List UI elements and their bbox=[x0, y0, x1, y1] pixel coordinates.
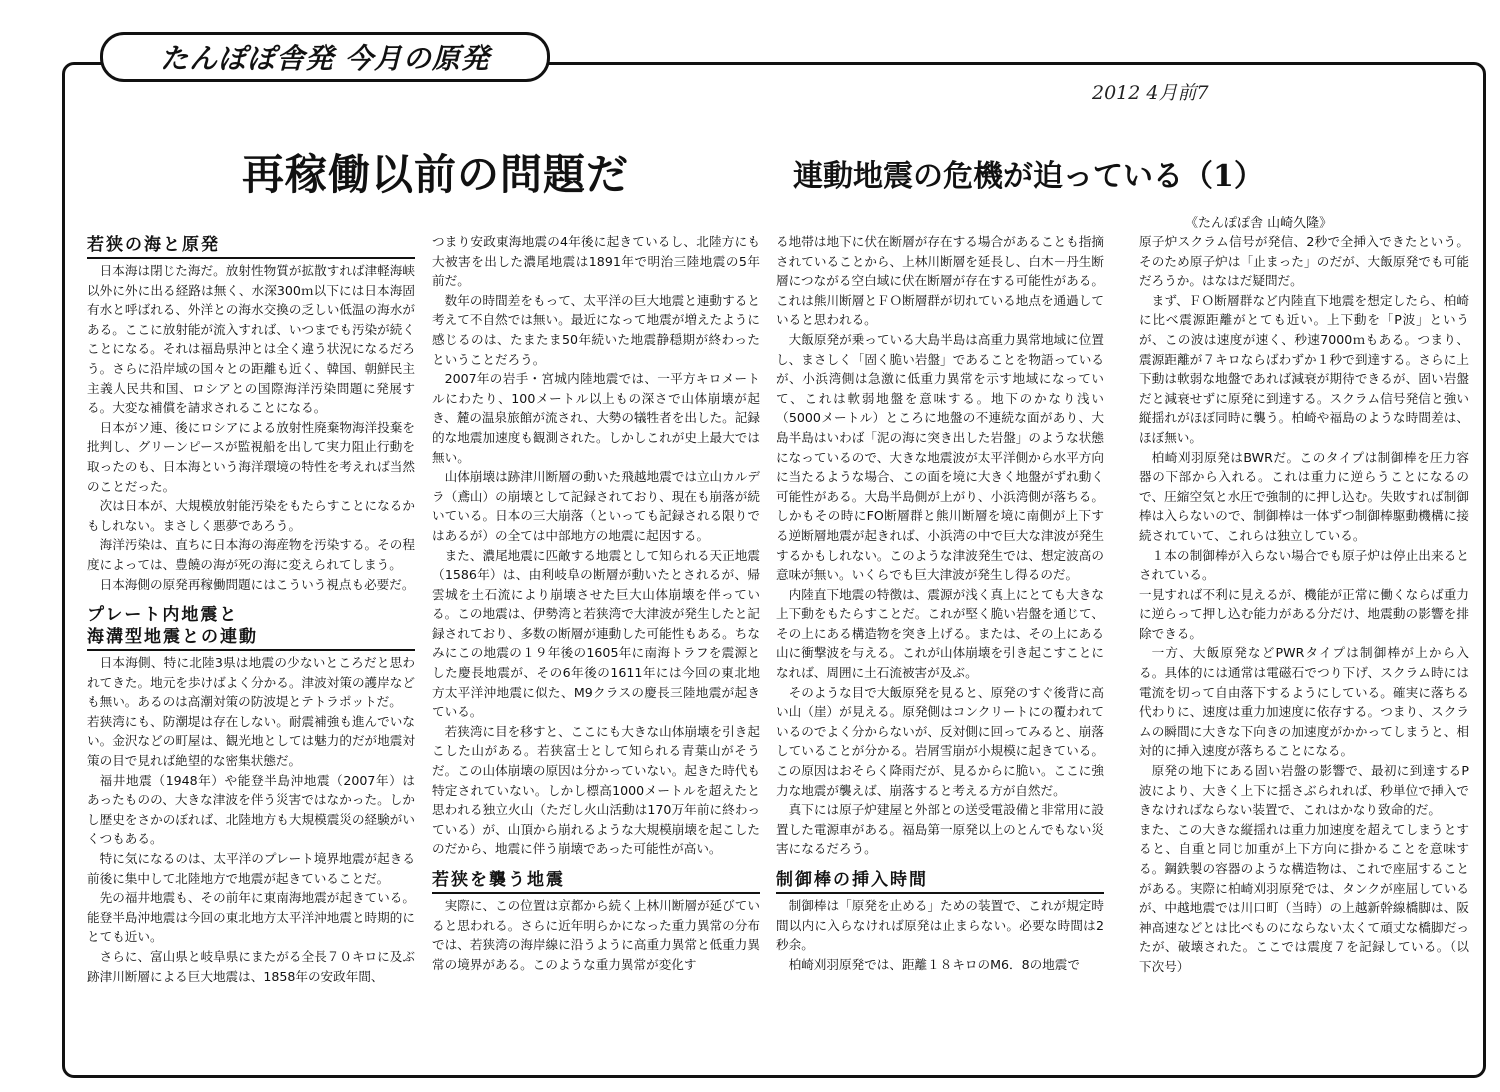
paragraph: さらに、富山県と岐阜県にまたがる全長７０キロに及ぶ跡津川断層による巨大地震は、1858年の安政年間、 bbox=[87, 949, 415, 984]
section-heading: 若狭を襲う地震 bbox=[432, 869, 760, 894]
paragraph: 若狭湾にも、防潮堤は存在しない。耐震補強も進んでいない。金沢などの町屋は、観光地としては魅力的だが地震対策の目で見れば絶望的な密集状態だ。 bbox=[87, 713, 415, 769]
section-heading: 制御棒の挿入時間 bbox=[776, 869, 1104, 894]
paragraph: 海洋汚染は、直ちに日本海の海産物を汚染する。その程度によっては、豊饒の海が死の海に変えられてしまう。 bbox=[87, 537, 415, 572]
paragraph: 福井地震（1948年）や能登半島沖地震（2007年）はあったものの、大きな津波を伴う災害ではなかった。しかし歴史をさかのぼれば、北陸地方も大規模震災の経験がいくつもある。 bbox=[87, 772, 415, 847]
paragraph: 原発の地下にある固い岩盤の影響で、最初に到達するP波により、大きく上下に揺さぶられれば、秒単位で挿入できなければならない装置で、これはかなり致命的だ。 bbox=[1139, 763, 1469, 818]
paragraph: 先の福井地震も、その前年に東南海地震が起きている。能登半島沖地震は今回の東北地方太平洋沖地震と時期的にとても近い。 bbox=[87, 890, 415, 945]
paragraph: そのような目で大飯原発を見ると、原発のすぐ後背に高い山（崖）が見える。原発側はコンクリートにの覆われているのでよく分からないが、反対側に回ってみると、崩落していることが分かる。岩屑雪崩が小規模に起きている。この原因はおそらく降雨だが、見るからに脆い。ここに強力な地震が襲えば、崩落すると考える方が自然だ。 bbox=[776, 684, 1104, 798]
column-2 bbox=[432, 232, 760, 1062]
paragraph: 数年の時間差をもって、太平洋の巨大地震と連動すると考えて不自然では無い。最近になって地震が増えたように感じるのは、たまたま50年続いた地震静穏期が終わったということだろう。 bbox=[432, 292, 760, 367]
paragraph: 一見すれば不利に見えるが、機能が正常に働くならば重力に逆らって押し込む能力がある分だけ、地震動の影響を排除できる。 bbox=[1139, 586, 1469, 641]
column-3 bbox=[776, 232, 1104, 1062]
paragraph: １本の制御棒が入らない場合でも原子炉は停止出来るとされている。 bbox=[1139, 547, 1469, 583]
paragraph: 柏崎刈羽原発はBWRだ。このタイプは制御棒を圧力容器の下部から入れる。これは重力に逆らうことになるので、圧縮空気と水圧で強制的に押し込む。失敗すれば制御棒は入らないので、制御棒は一体ずつ制御棒駆動機構に接続されていて、これらは独立している。 bbox=[1139, 449, 1469, 543]
handwritten-date-note: 2012 4月前7 bbox=[1092, 82, 1209, 104]
paragraph: 2007年の岩手・宮城内陸地震では、一平方キロメートルにわたり、100メートル以上もの深さで山体崩壊が起き、麓の温泉旅館が流され、大勢の犠牲者を出した。記録的な地震加速度も観測された。しかしこれが史上最大では無い。 bbox=[432, 371, 760, 465]
section-heading bbox=[87, 604, 415, 651]
paragraph: 制御棒は「原発を止める」ための装置で、これが規定時間以内に入らなければ原発は止まらない。必要な時間は2秒余。 bbox=[776, 898, 1104, 953]
paragraph: 大飯原発が乗っている大島半島は高重力異常地域に位置し、まさしく「固く脆い岩盤」であることを物語っているが、小浜湾側は急激に低重力異常を示す地域になっていて、これは軟弱地盤を意味する。地下のかなり浅い（5000メートル）ところに地盤の不連続な面があり、大島半島はいわば「泥の海に突き出した岩盤」のような状態になっているので、大きな地震波が太平洋側から水平方向に当たるような場合、この面を境に大きく地盤がずれ動く可能性がある。大島半島側が上がり、小浜湾側が落ちる。しかもその時にFO断層群と熊川断層を境に南側が上下する逆断層地震が起きれば、小浜湾の中で巨大な津波が発生するかもしれない。このような津波発生では、想定波高の意味が無い。いくらでも巨大津波が発生し得るのだ。 bbox=[776, 331, 1104, 583]
paragraph: また、濃尾地震に匹敵する地震として知られる天正地震（1586年）は、由利岐阜の断層が動いたとされるが、帰雲城を土石流により崩壊させた巨大山体崩壊を伴っている。この地震は、伊勢湾と若狭湾で大津波が発生したと記録されており、多数の断層が連動した可能性もある。ちなみにこの地震の１９年後の1605年に南海トラフを震源とした慶長地震が、その6年後の1611年には今回の東北地方太平洋沖地震に似た、M9クラスの慶長三陸地震が起きている。 bbox=[432, 547, 760, 720]
paragraph: つまり安政東海地震の4年後に起きているし、北陸方にも大被害を出した濃尾地震は1891年で明治三陸地震の5年前だ。 bbox=[432, 234, 760, 289]
paragraph: 実際に、この位置は京都から続く上林川断層が延びていると思われる。さらに近年明らかになった重力異常の分布では、若狭湾の海岸線に沿うように高重力異常と低重力異常の境界がある。このような重力異常が変化す bbox=[432, 898, 760, 972]
section-heading-line: プレート内地震と bbox=[87, 605, 239, 626]
paragraph: 山体崩壊は跡津川断層の動いた飛越地震では立山カルデラ（鳶山）の崩壊として記録されており、現在も崩落が続いている。日本の三大崩落（といっても記録される限りではあるが）の全ては中部地方の地震に起因する。 bbox=[432, 469, 760, 543]
paragraph: 内陸直下地震の特徴は、震源が浅く真上にとても大きな上下動をもたらすことだ。これが堅く脆い岩盤を通じて、その上にある構造物を突き上げる。または、その上にある山に衝撃波を与える。これが山体崩壊を引き起こすことになれば、周囲に土石流被害が及ぶ。 bbox=[776, 586, 1104, 681]
headline: 再稼働以前の問題だ bbox=[242, 150, 630, 199]
column-4 bbox=[1139, 232, 1469, 1062]
paragraph: 日本がソ連、後にロシアによる放射性廃棄物海洋投棄を批判し、グリーンピースが監視船を出して実力阻止行動を取ったのも、日本海という海洋環境の特性を考えれば当然のことだった。 bbox=[87, 419, 415, 494]
paragraph: 日本海は閉じた海だ。放射性物質が拡散すれば津軽海峡以外に外に出る経路は無く、水深300ｍ以下には日本海固有水と呼ばれる、外洋との海水交換の乏しい低温の海水がある。ここに放射能が流入すれば、いつまでも汚染が続くことになる。それは福島県沖とは全く違う状況になるだろう。さらに沿岸域の国々との距離も近く、韓国、朝鮮民主主義人民共和国、ロシアとの国際海洋汚染問題に発展する。大変な補償を請求されることになる。 bbox=[87, 263, 415, 416]
byline: 《たんぽぽ舎 山崎久隆》 bbox=[1185, 216, 1333, 231]
paragraph: 柏崎刈羽原発では、距離１８キロのM6．8の地震で bbox=[788, 956, 1080, 972]
subheadline: 連動地震の危機が迫っている（1） bbox=[793, 159, 1264, 194]
paragraph: まず、ＦＯ断層群など内陸直下地震を想定したら、柏崎に比べ震源距離がとても近い。上下動を「P波」というが、この波は速度が速く、秒速7000ｍもある。つまり、震源距離が７キロならばわずか１秒で到達する。さらに上下動は軟弱な地盤であれば減衰が期待できるが、固い岩盤だと減衰せずに原発に到達する。スクラム信号発信と強い縦揺れがほぼ同時に襲う。柏崎や福島のような時間差は、ほぼ無い。 bbox=[1139, 292, 1469, 445]
section-heading: 若狭の海と原発 bbox=[87, 234, 415, 259]
paragraph: 日本海側、特に北陸3県は地震の少ないところだと思われてきた。地元を歩けばよく分かる。津波対策の護岸なども無い。あるのは高潮対策の防波堤とテトラポットだ。 bbox=[87, 655, 415, 710]
paragraph: また、この大きな縦揺れは重力加速度を超えてしまうとすると、自重と同じ加重が上下方向に掛かることを意味する。鋼鉄製の容器のような構造物は、これで座屈することがある。実際に柏崎刈羽原発では、タンクが座屈しているが、中越地震では川口町（当時）の上越新幹線橋脚は、阪神高速などとは比べものにならない太くて頑丈な橋脚だったが、破壊された。ここでは震度７を記録している。（以下次号） bbox=[1139, 821, 1469, 974]
paragraph: 次は日本が、大規模放射能汚染をもたらすことになるかもしれない。まさしく悪夢であろう。 bbox=[87, 498, 415, 533]
paragraph: 原子炉スクラム信号が発信、2秒で全挿入できたという。そのため原子炉は「止まった」のだが、大飯原発でも可能だろうか。はなはだ疑問だ。 bbox=[1139, 234, 1469, 289]
section-heading-line: 海溝型地震との連動 bbox=[87, 627, 258, 648]
paragraph: 日本海側の原発再稼働問題にはこういう視点も必要だ。 bbox=[99, 576, 415, 592]
paragraph: る地帯は地下に伏在断層が存在する場合があることも指摘されていることから、上林川断層を延長し、白木－丹生断層につながる空白域に伏在断層が存在する可能性がある。これは熊川断層とＦＯ断層群が切れている地点を通過していると思われる。 bbox=[776, 234, 1104, 328]
paragraph: 若狭湾に目を移すと、ここにも大きな山体崩壊を引き起こした山がある。若狭富士として知られる青葉山がそうだ。この山体崩壊の原因は分かっていない。起きた時代も特定されていない。しかし標高1000メートルを超えたと思われる独立火山（ただし火山活動は170万年前に終わっている）が、山頂から崩れるような大規模崩壊を起こしたのだから、地震に伴う崩壊であった可能性が高い。 bbox=[432, 723, 760, 857]
column-1 bbox=[87, 234, 415, 1064]
paragraph: 一方、大飯原発などPWRタイプは制御棒が上から入る。具体的には通常は電磁石でつり下げ、スクラム時には電流を切って自由落下するようにしている。確実に落ちる代わりに、速度は重力加速度に依存する。つまり、スクラムの瞬間に大きな下向きの加速度がかかってしまうと、相対的に挿入速度が落ちることになる。 bbox=[1139, 645, 1469, 759]
paragraph: 特に気になるのは、太平洋のプレート境界地震が起きる前後に集中して北陸地方で地震が起きていることだ。 bbox=[87, 851, 415, 886]
series-banner: たんぽぽ舎発 今月の原発 bbox=[100, 32, 550, 82]
paragraph: 真下には原子炉建屋と外部との送受電設備と非常用に設置した電源車がある。福島第一原発以上のとんでもない災害になるだろう。 bbox=[776, 802, 1104, 857]
